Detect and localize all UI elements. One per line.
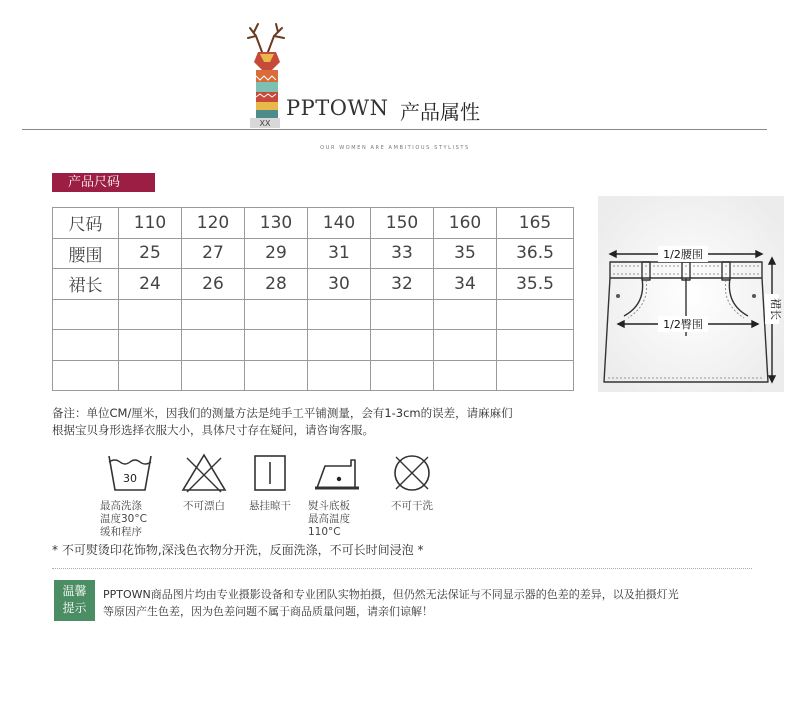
- row-header: 尺码: [53, 208, 119, 239]
- table-cell: 160: [434, 208, 497, 239]
- no-dry-clean-icon: [387, 452, 437, 494]
- waist-label: 1/2腰围: [663, 248, 703, 261]
- table-cell: [119, 330, 182, 361]
- table-row: [53, 299, 574, 330]
- table-cell: [434, 360, 497, 391]
- table-cell: [182, 299, 245, 330]
- care-item-dryclean: [380, 452, 444, 513]
- table-cell: 31: [308, 238, 371, 269]
- table-cell: [308, 299, 371, 330]
- color-disclaimer: PPTOWN商品图片均由专业摄影设备和专业团队实物拍摄，但仍然无法保证与不同显示器的色差的差异，以及拍摄灯光 等原因产生色差，因为色差问题不属于商品质量问题，请亲们谅解！: [103, 588, 679, 618]
- row-header: [53, 360, 119, 391]
- table-cell: 24: [119, 269, 182, 300]
- wash-30-icon: [105, 452, 155, 494]
- table-cell: 27: [182, 238, 245, 269]
- care-item-dry: [238, 452, 302, 513]
- care-item-wash: [98, 452, 162, 539]
- table-cell: [434, 299, 497, 330]
- note-line: 备注：单位CM/厘米，因我们的测量方法是纯手工平铺测量，会有1-3cm的误差，请麻麻们: [52, 406, 513, 420]
- hip-label: 1/2臀围: [663, 318, 703, 331]
- skirt-measurement-diagram: [598, 196, 784, 392]
- length-label: 裙长: [769, 298, 782, 320]
- table-cell: [182, 330, 245, 361]
- table-cell: 26: [182, 269, 245, 300]
- line-dry-icon: [245, 452, 295, 494]
- row-header: [53, 330, 119, 361]
- table-cell: 30: [308, 269, 371, 300]
- table-row: [53, 269, 574, 300]
- care-instruction-note: * 不可熨烫印花饰物,深浅色衣物分开洗，反面洗涤，不可长时间浸泡 *: [52, 543, 424, 557]
- table-cell: 120: [182, 208, 245, 239]
- table-row: [53, 208, 574, 239]
- table-cell: [497, 299, 574, 330]
- size-table: [52, 207, 574, 391]
- measurement-note: [52, 405, 592, 439]
- size-section-badge: 产品尺码: [52, 173, 155, 192]
- table-cell: 110: [119, 208, 182, 239]
- care-item-iron: [306, 452, 370, 539]
- svg-text:XX: XX: [259, 119, 271, 128]
- table-cell: [182, 360, 245, 391]
- table-cell: 29: [245, 238, 308, 269]
- table-cell: 25: [119, 238, 182, 269]
- table-row: [53, 330, 574, 361]
- row-header: 裙长: [53, 269, 119, 300]
- table-cell: [434, 330, 497, 361]
- table-cell: 33: [371, 238, 434, 269]
- table-cell: 28: [245, 269, 308, 300]
- care-label: 熨斗底板 最高温度 110°C: [308, 500, 350, 538]
- care-label: 最高洗涤 温度30°C 缓和程序: [100, 500, 147, 538]
- table-cell: 32: [371, 269, 434, 300]
- table-cell: [119, 299, 182, 330]
- table-cell: 150: [371, 208, 434, 239]
- care-label: 不可干洗: [391, 500, 433, 512]
- care-item-bleach: [172, 452, 236, 513]
- no-bleach-icon: [179, 452, 229, 494]
- table-cell: [245, 330, 308, 361]
- table-cell: 140: [308, 208, 371, 239]
- deer-logo-icon: [246, 22, 288, 130]
- table-cell: [245, 360, 308, 391]
- care-label: 不可漂白: [183, 500, 225, 512]
- table-cell: [497, 330, 574, 361]
- brand-slogan: OUR WOMEN ARE AMBITIOUS STYLISTS: [320, 145, 470, 151]
- section-divider: [52, 568, 752, 569]
- row-header: 腰围: [53, 238, 119, 269]
- page-title: 产品属性: [400, 100, 480, 124]
- table-cell: 165: [497, 208, 574, 239]
- table-cell: 34: [434, 269, 497, 300]
- iron-icon: [313, 452, 363, 494]
- tip-badge: 温馨 提示: [54, 580, 95, 621]
- table-cell: 35.5: [497, 269, 574, 300]
- table-cell: [371, 330, 434, 361]
- row-header: [53, 299, 119, 330]
- header-divider: [22, 129, 767, 130]
- table-cell: [308, 360, 371, 391]
- table-cell: [119, 360, 182, 391]
- wash-temp-label: 30: [123, 472, 137, 485]
- table-cell: [245, 299, 308, 330]
- brand-name: PPTOWN: [286, 96, 389, 120]
- table-row: [53, 360, 574, 391]
- table-cell: 36.5: [497, 238, 574, 269]
- table-cell: 35: [434, 238, 497, 269]
- table-cell: 130: [245, 208, 308, 239]
- table-cell: [308, 330, 371, 361]
- table-cell: [371, 299, 434, 330]
- table-row: [53, 238, 574, 269]
- table-cell: [371, 360, 434, 391]
- table-cell: [497, 360, 574, 391]
- note-line: 根据宝贝身形选择衣服大小，具体尺寸存在疑问，请咨询客服。: [52, 423, 374, 437]
- care-label: 悬挂晾干: [249, 500, 291, 512]
